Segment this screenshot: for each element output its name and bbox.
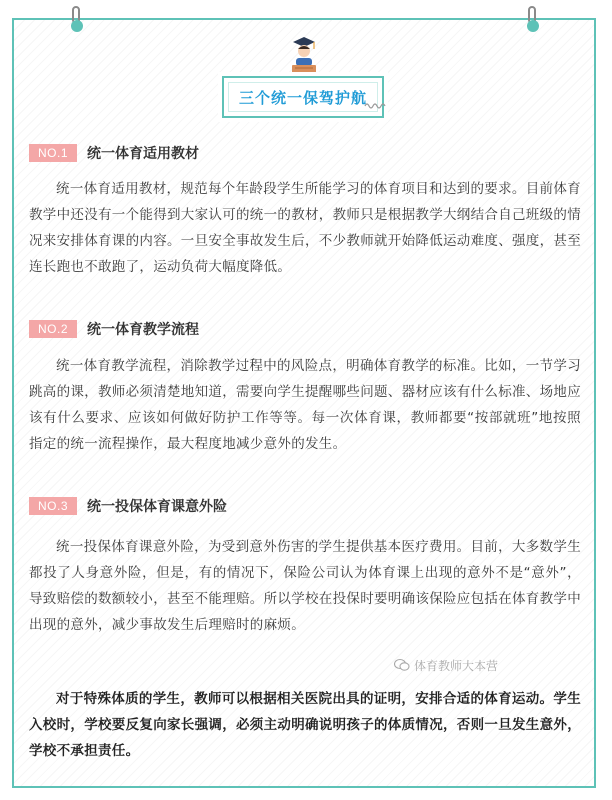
section-number-badge: NO.3 bbox=[29, 497, 77, 515]
section-header bbox=[29, 143, 199, 163]
section-body: 统一体育适用教材，规范每个年龄段学生所能学习的体育项目和达到的要求。目前体育教学中还没有一个能得到大家认可的统一的教材，教师只是根据教学大纲结合自己班级的情况来安排体育课的内容。一旦安全事故发生后，不少教师就开始降低运动难度、强度，甚至连长跑也不敢跑了，运动负荷大幅度降低。 bbox=[29, 181, 581, 275]
student-mascot-icon bbox=[289, 34, 319, 74]
page-title: 三个统一保驾护航 bbox=[238, 88, 367, 107]
wechat-icon bbox=[394, 658, 410, 672]
binder-ring-icon bbox=[526, 6, 540, 32]
squiggle-decoration-icon bbox=[364, 100, 388, 110]
source-watermark bbox=[394, 656, 498, 674]
section-body: 统一体育教学流程，消除教学过程中的风险点，明确体育教学的标准。比如，一节学习跳高的课，教师必须清楚地知道，需要向学生提醒哪些问题、器材应该有什么标准、场地应该有什么要求、应该如何做好防护工作等等。每一次体育课，教师都要“按部就班”地按照指定的统一流程操作，最大程度地减少意外的发生。 bbox=[29, 358, 581, 452]
header-title-box bbox=[222, 76, 384, 118]
section-title: 统一投保体育课意外险 bbox=[87, 499, 227, 515]
section-header bbox=[29, 496, 227, 516]
section-title: 统一体育适用教材 bbox=[87, 146, 199, 162]
section-number-badge: NO.2 bbox=[29, 320, 77, 338]
section-title: 统一体育教学流程 bbox=[87, 322, 199, 338]
section-body: 统一投保体育课意外险，为受到意外伤害的学生提供基本医疗费用。目前，大多数学生都投了人身意外险，但是，有的情况下，保险公司认为体育课上出现的意外不是“意外”，导致赔偿的数额较小，甚至不能理赔。所以学校在投保时要明确该保险应包括在体育教学中出现的意外，减少事故发生后理赔时的麻烦。 bbox=[29, 539, 581, 633]
closing-paragraph: 对于特殊体质的学生，教师可以根据相关医院出具的证明，安排合适的体育运动。学生入校时，学校要反复向家长强调，必须主动明确说明孩子的体质情况，否则一旦发生意外，学校不承担责任。 bbox=[29, 691, 581, 759]
section-number-badge: NO.1 bbox=[29, 144, 77, 162]
section-header bbox=[29, 319, 199, 339]
binder-ring-icon bbox=[70, 6, 84, 32]
watermark-text: 体育教师大本营 bbox=[414, 658, 499, 673]
